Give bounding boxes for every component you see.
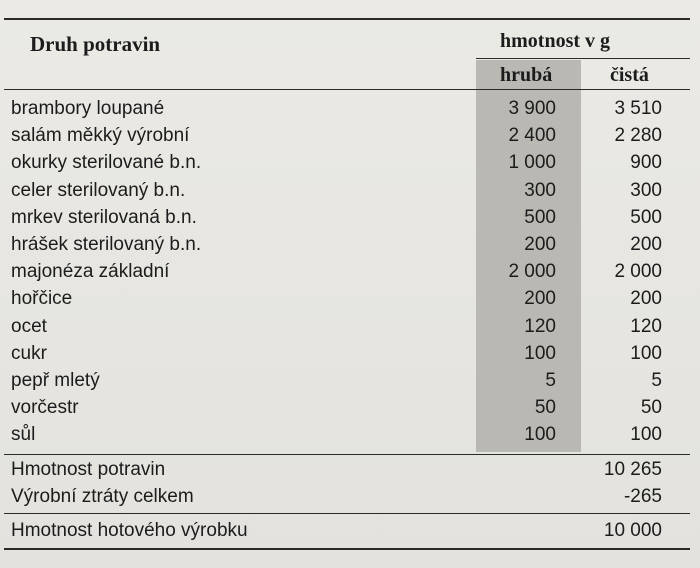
gross-mass: 2 400 [508,125,556,147]
ingredient-name: vorčestr [11,397,79,419]
ingredient-name: cukr [11,342,47,364]
table-row [0,149,700,176]
header-rule [4,89,690,90]
mass-subheader-rule [476,58,690,59]
ingredient-name: brambory loupané [11,98,165,119]
final-mass-value: 10 000 [603,520,662,541]
table-row [0,313,700,340]
gross-mass: 200 [524,288,556,310]
body-rule [4,454,690,455]
ingredient-name: celer sterilovaný b.n. [11,179,186,201]
ingredient-name: salám měkký výrobní [11,125,190,147]
net-mass: 2 280 [614,125,662,147]
net-mass: 300 [630,179,662,201]
gross-mass: 120 [524,315,556,337]
net-mass: 200 [630,234,662,255]
gross-mass: 5 [545,370,556,391]
final-mass-row [0,517,700,544]
net-mass: 120 [630,315,662,337]
gross-mass: 100 [524,342,556,364]
table-row [0,231,700,258]
ingredient-name: hrášek sterilovaný b.n. [11,234,202,255]
table-row [0,340,700,367]
net-mass: 2 000 [614,261,662,283]
ingredient-name: sůl [11,424,36,446]
net-mass: 500 [630,206,662,228]
ingredient-name: hořčice [11,288,73,310]
totals-rule [4,513,690,514]
gross-mass: 100 [524,424,556,446]
column-header-gross: hrubá [500,64,553,86]
gross-mass: 1 000 [508,152,556,174]
net-mass: 100 [630,342,662,364]
food-mass-value: 10 265 [603,459,662,480]
table-row [0,177,700,204]
net-mass: 50 [640,397,662,419]
column-title-mass: hmotnost v g [500,30,611,52]
gross-mass: 3 900 [508,98,556,119]
ingredient-name: okurky sterilované b.n. [11,152,202,174]
column-title-food: Druh potravin [30,32,161,56]
table-row [0,285,700,312]
gross-mass: 500 [524,206,556,228]
ingredient-name: mrkev sterilovaná b.n. [11,206,197,228]
final-mass-label: Hmotnost hotového výrobku [11,520,248,541]
net-mass: 5 [651,370,662,391]
net-mass: 100 [630,424,662,446]
table-row [0,367,700,394]
table-row [0,394,700,421]
net-mass: 3 510 [614,98,662,119]
gross-mass: 300 [524,179,556,201]
food-mass-label: Hmotnost potravin [11,459,166,480]
ingredient-name: ocet [11,315,47,337]
table-row [0,421,700,448]
table-row [0,95,700,122]
table-row [0,258,700,285]
table-row [0,122,700,149]
ingredient-name: majonéza základní [11,261,170,283]
net-mass: 900 [630,152,662,174]
column-header-net: čistá [610,64,649,86]
bottom-rule [4,548,690,550]
losses-label: Výrobní ztráty celkem [11,486,194,507]
food-mass-row [0,456,700,483]
net-mass: 200 [630,288,662,310]
ingredient-name: pepř mletý [11,370,100,391]
losses-value: -265 [623,486,662,507]
losses-row [0,483,700,510]
gross-mass: 200 [524,234,556,255]
gross-mass: 50 [534,397,556,419]
gross-mass: 2 000 [508,261,556,283]
top-rule [4,18,690,20]
table-row [0,204,700,231]
